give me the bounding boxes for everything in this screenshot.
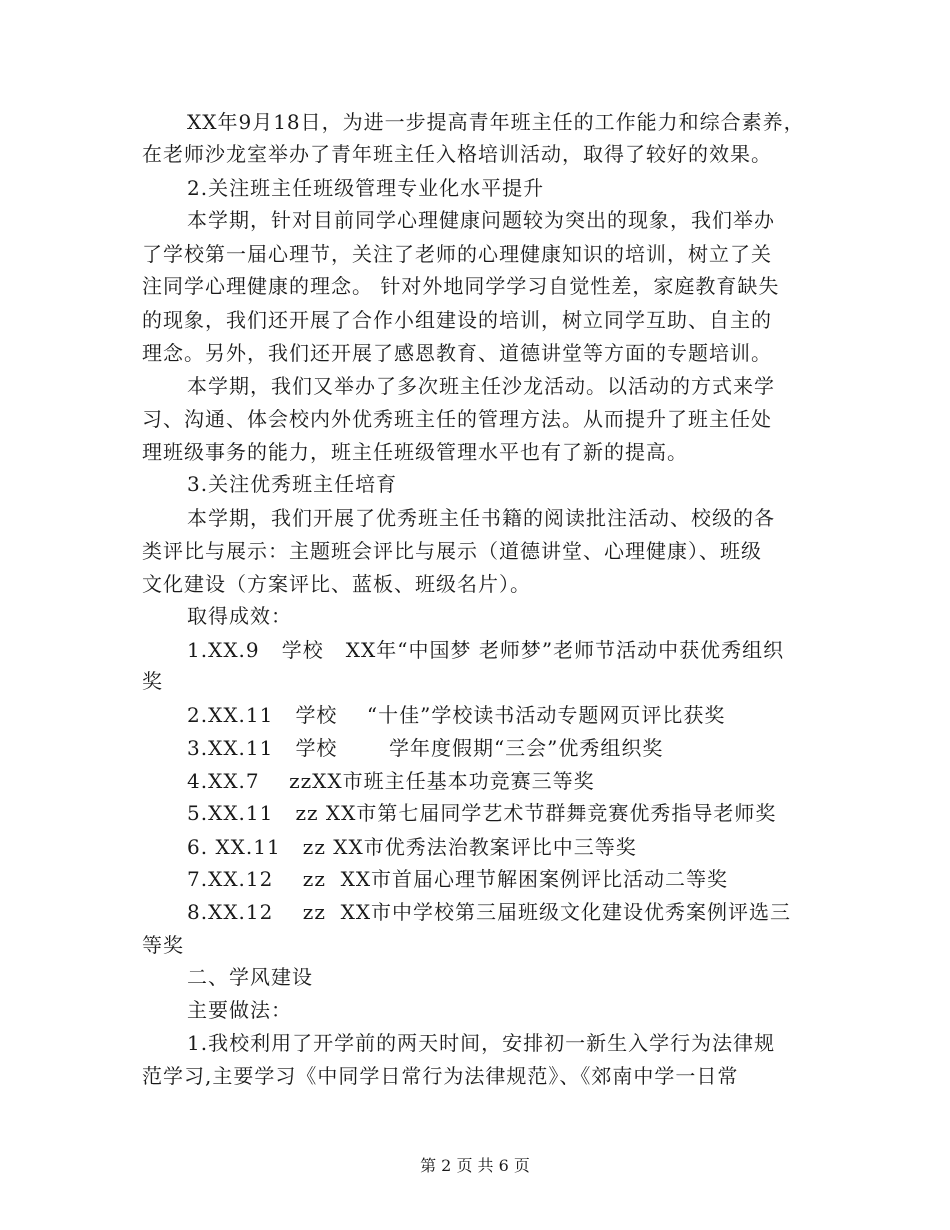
text-line: 范学习,主要学习《中同学日常行为法律规范》、《郊南中学一日常 [142, 1064, 739, 1088]
award-item: 1.XX.9 学校 XX年“中国梦 老师梦”老师节活动中获优秀组织 [187, 638, 785, 662]
text-line: 类评比与展示：主题班会评比与展示（道德讲堂、心理健康）、班级 [142, 539, 762, 563]
text-line: 的现象，我们还开展了合作小组建设的培训，树立同学互助、自主的 [142, 308, 772, 332]
award-item: 奖 [142, 669, 163, 693]
text-line: 在老师沙龙室举办了青年班主任入格培训活动，取得了较好的效果。 [142, 142, 772, 166]
text-line: 文化建设（方案评比、蓝板、班级名片）。 [142, 572, 531, 596]
text-line: 了学校第一届心理节，关注了老师的心理健康知识的培训，树立了关 [142, 242, 772, 266]
award-item: 3.XX.11 学校 学年度假期“三会”优秀组织奖 [187, 736, 664, 760]
text-line: 1.我校利用了开学前的两天时间，安排初一新生入学行为法律规 [187, 1031, 776, 1055]
text-line: 习、沟通、体会校内外优秀班主任的管理方法。从而提升了班主任处 [142, 407, 772, 431]
text-line: 本学期，针对目前同学心理健康问题较为突出的现象，我们举办 [187, 208, 775, 232]
award-item: 2.XX.11 学校 “十佳”学校读书活动专题网页评比获奖 [187, 703, 726, 727]
page-number: 第 2 页 共 6 页 [420, 1156, 530, 1175]
section-heading: 3.关注优秀班主任培育 [187, 472, 398, 496]
award-item: 7.XX.12 zz XX市首届心理节解困案例评比活动二等奖 [187, 867, 729, 891]
section-heading: 二、学风建设 [187, 965, 313, 989]
text-line: 理班级事务的能力，班主任班级管理水平也有了新的提高。 [142, 440, 688, 464]
award-item: 6. XX.11 zz XX市优秀法治教案评比中三等奖 [187, 835, 637, 859]
text-line: 注同学心理健康的理念。 针对外地同学学习自觉性差，家庭教育缺失 [142, 274, 780, 298]
text-line: 本学期，我们又举办了多次班主任沙龙活动。以活动的方式来学 [187, 374, 775, 398]
text-line: 本学期，我们开展了优秀班主任书籍的阅读批注活动、校级的各 [187, 506, 775, 530]
award-item: 等奖 [142, 933, 184, 957]
text-line: 主要做法： [187, 998, 292, 1022]
text-line: 取得成效： [187, 604, 292, 628]
text-line: XX年9月18日，为进一步提高青年班主任的工作能力和综合素养， [187, 110, 805, 134]
award-item: 5.XX.11 zz XX市第七届同学艺术节群舞竞赛优秀指导老师奖 [187, 801, 777, 825]
award-item: 8.XX.12 zz XX市中学校第三届班级文化建设优秀案例评选三 [187, 900, 792, 924]
award-item: 4.XX.7 zzXX市班主任基本功竞赛三等奖 [187, 769, 595, 793]
section-heading: 2.关注班主任班级管理专业化水平提升 [187, 176, 545, 200]
text-line: 理念。另外，我们还开展了感恩教育、道德讲堂等方面的专题培训。 [142, 341, 772, 365]
